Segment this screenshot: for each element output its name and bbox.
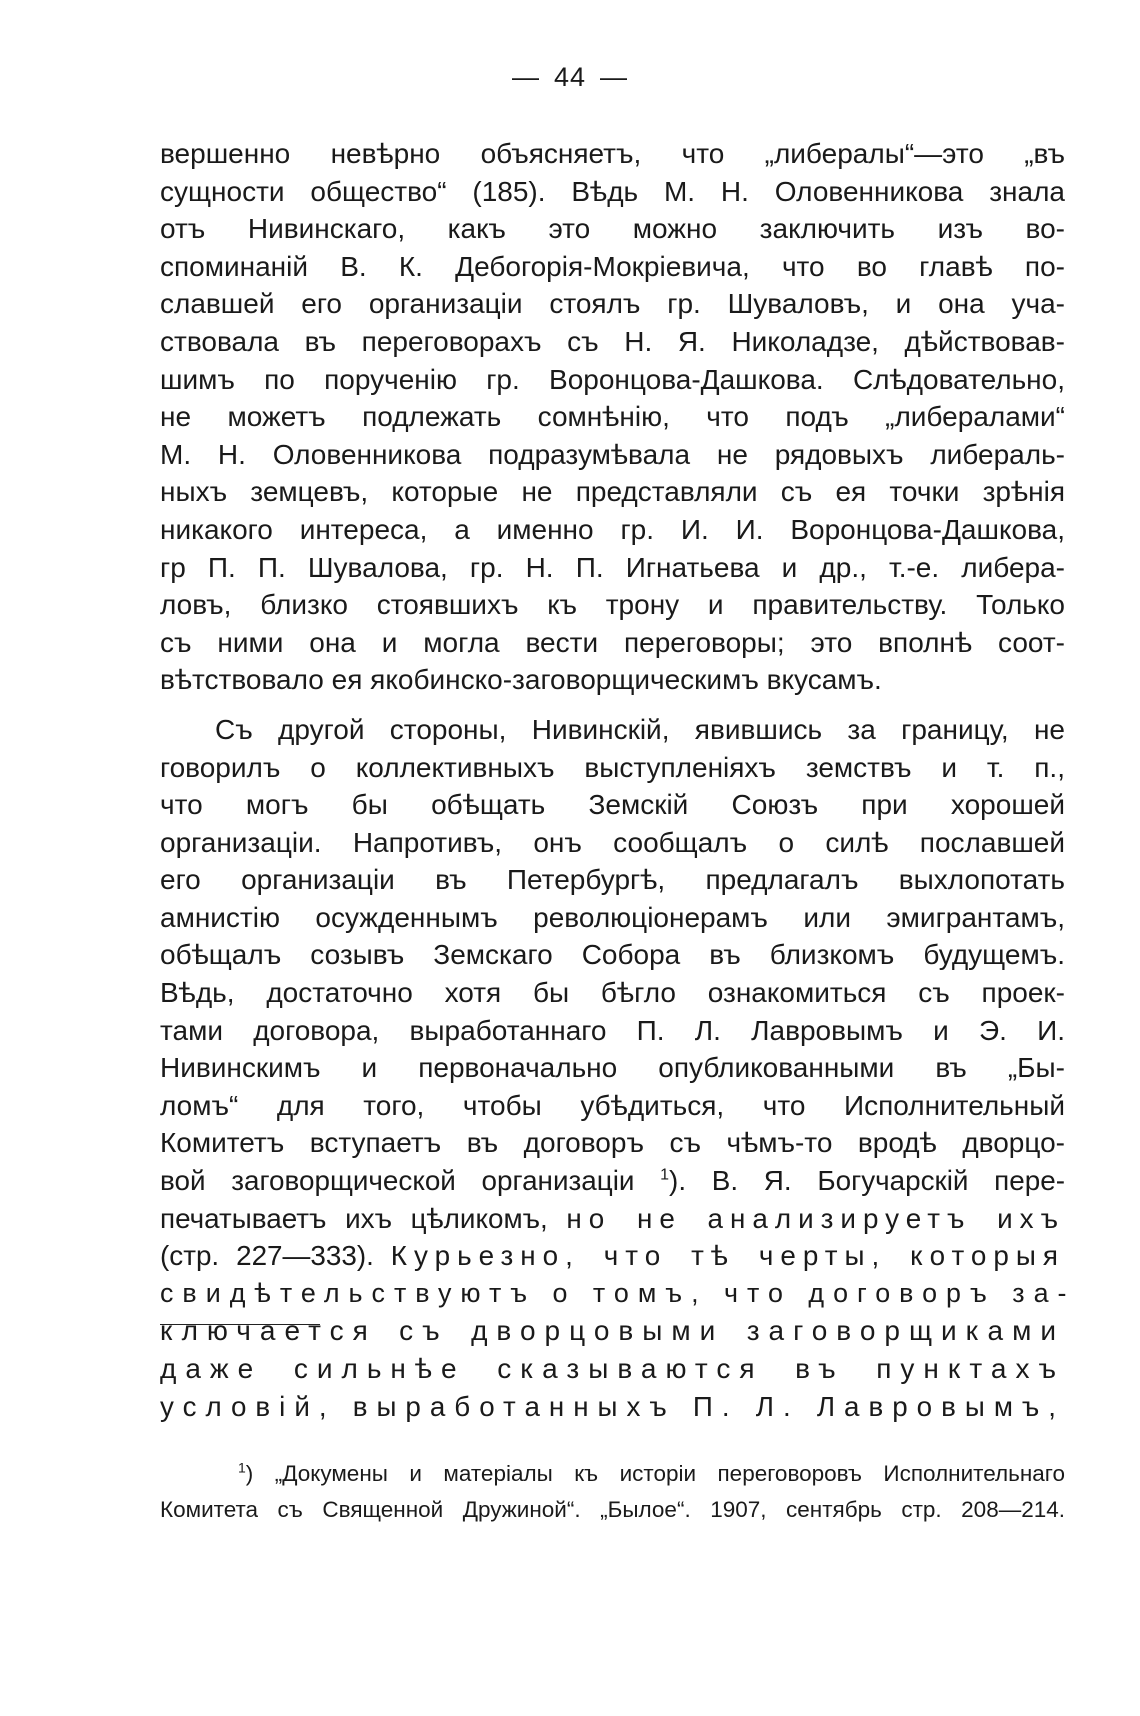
text-line: шимъ по порученію гр. Воронцова-Дашкова. Слѣдовательно, [160,363,1065,395]
text-line: амнистію осужденнымъ революціонерамъ или эмигрантамъ, [160,901,1065,933]
text-line: гр П. П. Шувалова, гр. Н. П. Игнатьева и др., т.-е. либера- [160,551,1065,583]
text-line: Нивинскимъ и первоначально опубликованными въ „Бы- [160,1052,1065,1084]
footnote-marker: 1 [660,1166,670,1184]
text-segment: печатываетъ ихъ цѣликомъ, [160,1202,548,1234]
text-line: его организаціи въ Петербургѣ, предлагалъ выхлопотать [160,864,1065,896]
page-number-value: 44 [553,62,587,92]
body-text [160,135,1076,1425]
text-line: вѣтствовало ея якобинско-заговорщическимъ вкусамъ. [160,664,882,696]
footnote-number: 1 [238,1459,246,1476]
page-number-dash-left: — [511,62,540,92]
text-line-with-spaced [160,1237,1065,1275]
text-line: славшей его организаціи стоялъ гр. Шуваловъ, и она уча- [160,288,1065,320]
text-segment: (стр. 227—333). [160,1240,374,1272]
text-line: съ ними она и могла вести переговоры; это вполнѣ соот- [160,626,1065,658]
spaced-emphasis: но не анализируетъ ихъ [566,1202,1065,1234]
text-segment: ). В. Я. Богучарскій пере- [669,1165,1065,1197]
spaced-emphasis-line: свидѣтельствуютъ о томъ, что договоръ за- [160,1277,1076,1308]
footnote-divider [160,1324,320,1325]
page-number [0,62,1140,93]
text-line: ныхъ земцевъ, которые не представляли съ ея точки зрѣнія [160,476,1065,508]
text-line: обѣщалъ созывъ Земскаго Собора въ близкомъ будущемъ. [160,939,1065,971]
text-line: говорилъ о коллективныхъ выступленіяхъ земствъ и т. п., [160,751,1065,783]
text-line: сущности общество“ (185). Вѣдь М. Н. Оловенникова знала [160,175,1065,207]
text-line: Съ другой стороны, Нивинскій, явившись за границу, не [215,713,1065,745]
text-line: не можетъ подлежать сомнѣнію, что подъ „либералами“ [160,401,1065,433]
text-line: М. Н. Оловенникова подразумѣвала не рядовыхъ либераль- [160,438,1065,470]
text-line: никакого интереса, а именно гр. И. И. Воронцова-Дашкова, [160,513,1065,545]
text-line: Комитетъ вступаетъ въ договоръ съ чѣмъ-то вродѣ дворцо- [160,1127,1065,1159]
spaced-emphasis-line: условій, выработанныхъ П. Л. Лавровымъ, [160,1390,1065,1422]
footnote-line: Комитета съ Священной Дружиной“. „Былое“. 1907, сентябрь стр. 208—214. [160,1497,1065,1522]
text-line: вершенно невѣрно объясняетъ, что „либералы“—это „въ [160,138,1065,169]
footnote-line [160,1456,1065,1492]
text-line: Вѣдь, достаточно хотя бы бѣгло ознакомиться съ проек- [160,977,1065,1009]
text-line: споминаній В. К. Дебогорія-Мокріевича, что во главѣ по- [160,250,1065,282]
text-line: отъ Нивинскаго, какъ это можно заключить изъ во- [160,213,1065,245]
text-line: ломъ“ для того, чтобы убѣдиться, что Исполнительный [160,1089,1065,1121]
spaced-emphasis-line: ключается съ дворцовыми заговорщиками [160,1315,1065,1347]
spaced-emphasis: Курьезно, что тѣ черты, которыя [390,1240,1065,1272]
text-line: что могъ бы обѣщать Земскій Союзъ при хорошей [160,789,1065,821]
page-number-dash-right: — [600,62,629,92]
text-line: ловъ, близко стоявшихъ къ трону и правительству. Только [160,589,1065,621]
text-line: организаціи. Напротивъ, онъ сообщалъ о силѣ пославшей [160,826,1065,858]
footnote-text: ) „Докумены и матеріалы къ исторіи переговоровъ Исполнительнаго [245,1461,1065,1486]
text-line-with-spaced [160,1200,1065,1238]
text-line: тами договора, выработаннаго П. Л. Лавровымъ и Э. И. [160,1014,1065,1046]
text-line: ствовала въ переговорахъ съ Н. Я. Николадзе, дѣйствовав- [160,325,1065,357]
spaced-emphasis-line: даже сильнѣе сказываются въ пунктахъ [160,1353,1065,1384]
text-line-with-footnote [160,1162,1065,1200]
footnotes [160,1456,1065,1528]
text-segment: вой заговорщической организаціи [160,1165,635,1197]
